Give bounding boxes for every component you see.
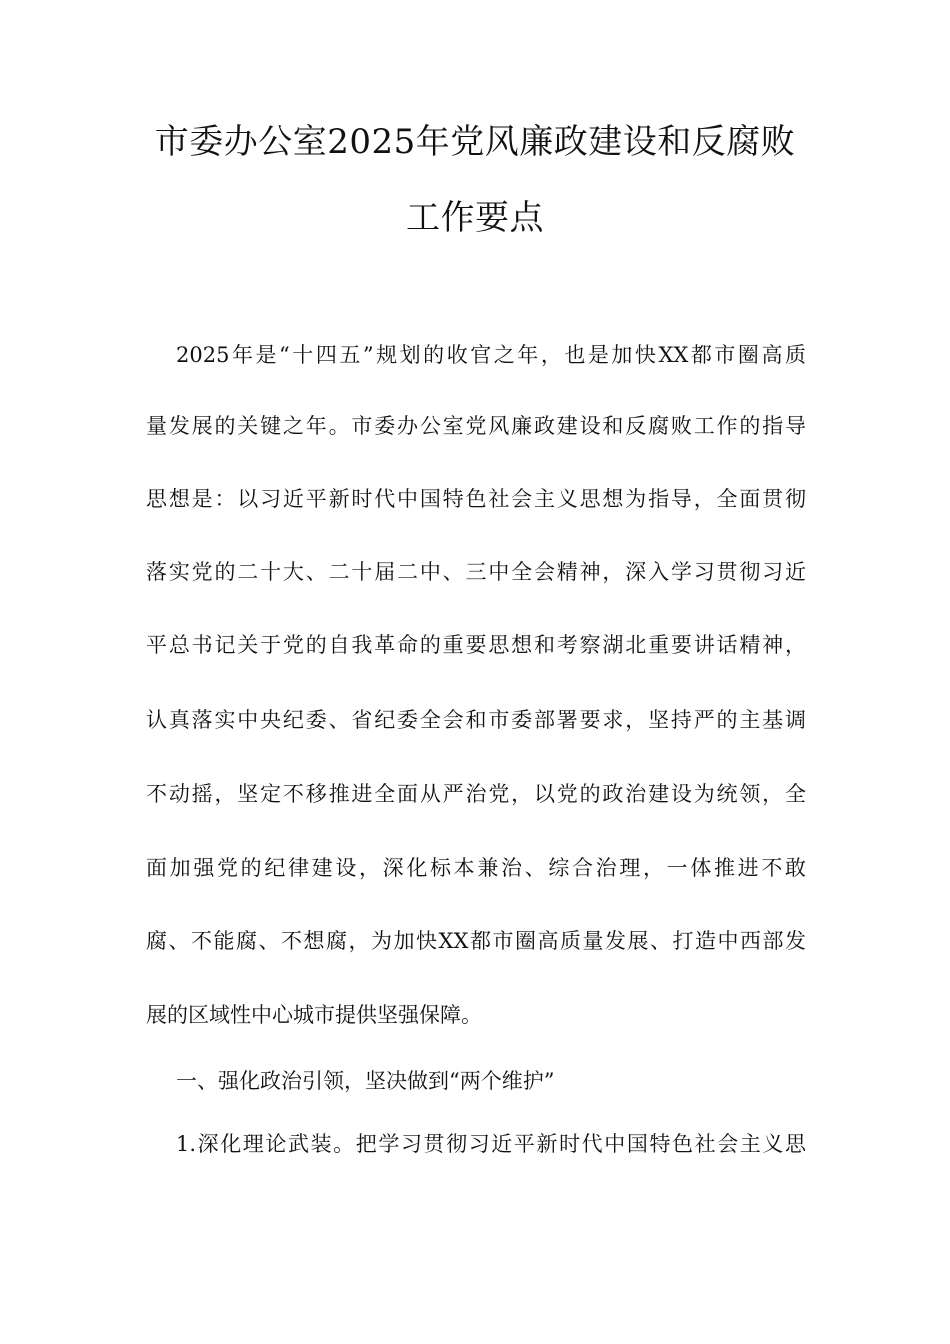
paragraph-1-line-3: 思想是：以习近平新时代中国特色社会主义思想为指导，全面贯彻 [146,487,806,511]
document-title-line-2: 工作要点 [406,198,544,238]
section-1-heading: 一、强化政治引领，坚决做到“两个维护” [176,1069,555,1093]
paragraph-1-line-9: 腐、不能腐、不想腐，为加快XX都市圈高质量发展、打造中西部发 [146,929,806,953]
paragraph-1-line-1: 2025年是“十四五”规划的收官之年，也是加快XX都市圈高质 [176,343,806,367]
paragraph-1-line-10: 展的区域性中心城市提供坚强保障。 [146,1003,482,1027]
paragraph-1-line-4: 落实党的二十大、二十届二中、三中全会精神，深入学习贯彻习近 [146,560,806,584]
item-1-line-1: 1.深化理论武装。把学习贯彻习近平新时代中国特色社会主义思 [176,1132,806,1156]
paragraph-1-line-6: 认真落实中央纪委、省纪委全会和市委部署要求，坚持严的主基调 [146,708,806,732]
paragraph-1-line-8: 面加强党的纪律建设，深化标本兼治、综合治理，一体推进不敢 [146,856,806,880]
paragraph-1-line-2: 量发展的关键之年。市委办公室党风廉政建设和反腐败工作的指导 [146,414,806,438]
paragraph-1-line-7: 不动摇，坚定不移推进全面从严治党，以党的政治建设为统领，全 [146,782,806,806]
paragraph-1-line-5: 平总书记关于党的自我革命的重要思想和考察湖北重要讲话精神， [146,633,806,657]
document-title-line-1: 市委办公室2025年党风廉政建设和反腐败 [154,122,796,162]
